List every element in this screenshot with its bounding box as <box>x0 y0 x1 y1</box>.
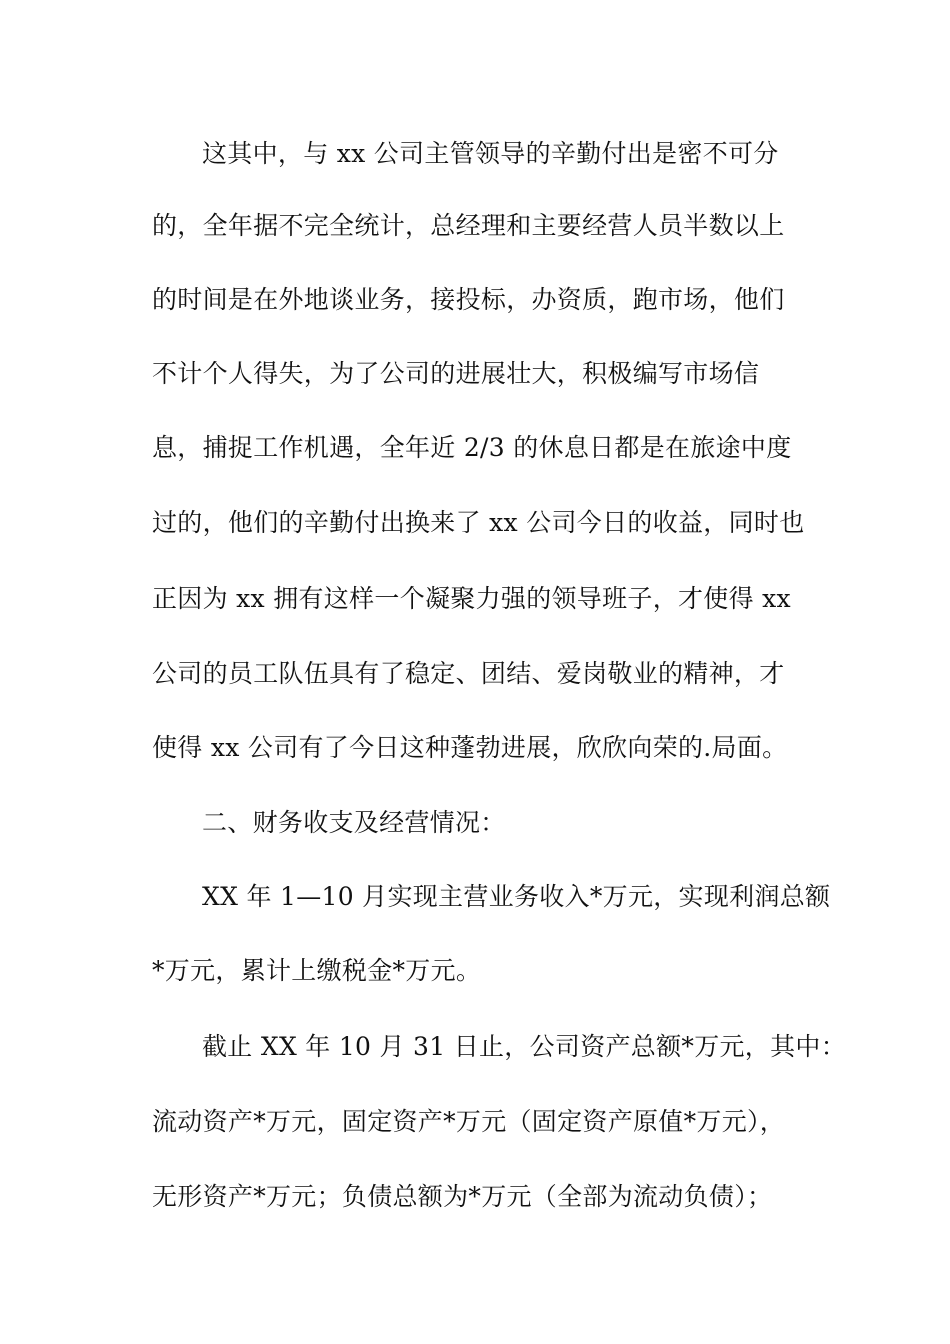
paragraph-line: 过的，他们的辛勤付出换来了 xx 公司今日的收益，同时也 <box>152 508 805 537</box>
paragraph-line: 公司的员工队伍具有了稳定、团结、爱岗敬业的精神，才 <box>152 659 785 688</box>
paragraph-line: 的，全年据不完全统计，总经理和主要经营人员半数以上 <box>152 211 785 240</box>
paragraph-line: XX 年 1—10 月实现主营业务收入*万元，实现利润总额 <box>202 882 831 911</box>
paragraph-line: 截止 XX 年 10 月 31 日止，公司资产总额*万元，其中： <box>202 1032 847 1061</box>
paragraph-line: 流动资产*万元，固定资产*万元（固定资产原值*万元）， <box>152 1107 786 1136</box>
section-heading: 二、财务收支及经营情况： <box>202 808 506 837</box>
paragraph-line: *万元，累计上缴税金*万元。 <box>152 956 482 985</box>
paragraph-line: 不计个人得失，为了公司的进展壮大，积极编写市场信 <box>152 359 760 388</box>
paragraph-line: 正因为 xx 拥有这样一个凝聚力强的领导班子，才使得 xx <box>152 584 791 613</box>
paragraph-line: 息，捕捉工作机遇，全年近 2/3 的休息日都是在旅途中度 <box>152 433 792 462</box>
paragraph-line: 使得 xx 公司有了今日这种蓬勃进展，欣欣向荣的.局面。 <box>152 733 788 762</box>
paragraph-line: 无形资产*万元；负债总额为*万元（全部为流动负债）； <box>152 1182 773 1211</box>
paragraph-line: 的时间是在外地谈业务，接投标，办资质，跑市场，他们 <box>152 285 785 314</box>
paragraph-line: 这其中，与 xx 公司主管领导的辛勤付出是密不可分 <box>202 139 779 168</box>
